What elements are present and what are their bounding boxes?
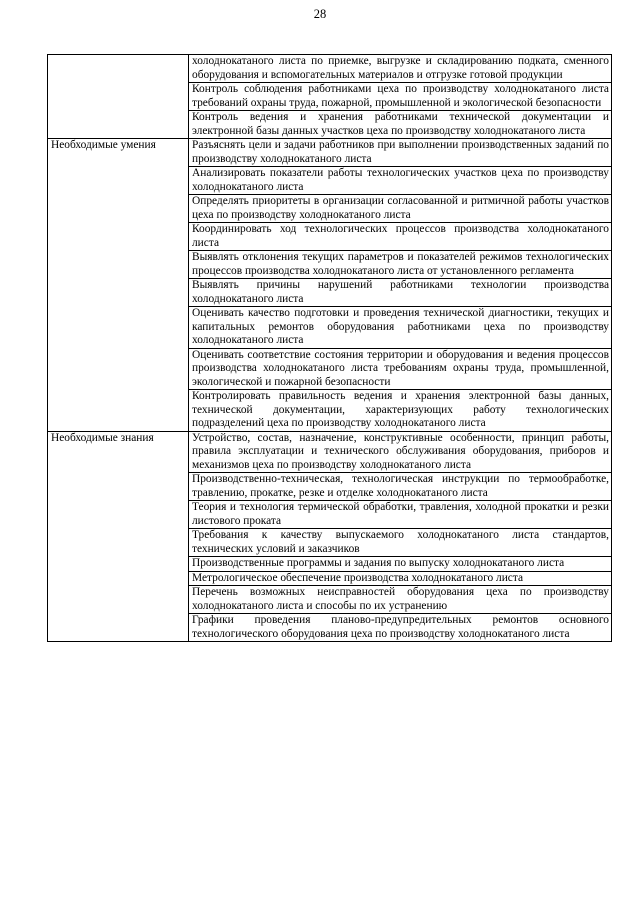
- table-cell: Определять приоритеты в организации согласованной и ритмичной работы участков цеха по производству холоднокатаного листа: [189, 195, 612, 223]
- section-label: [48, 55, 189, 139]
- requirements-table: [47, 54, 612, 642]
- table-cell: Производственные программы и задания по выпуску холоднокатаного листа: [189, 557, 612, 572]
- table-cell: Выявлять причины нарушений работниками технологии производства холоднокатаного листа: [189, 279, 612, 307]
- page-number: 28: [313, 7, 327, 21]
- table-row: [48, 55, 612, 83]
- table-cell: Производственно-техническая, технологическая инструкции по термообработке, травлению, прокатке, резке и отделке холоднокатаного листа: [189, 473, 612, 501]
- table-cell: Контроль ведения и хранения работниками технической документации и электронной базы данных участков цеха по производству холоднокатаного листа: [189, 111, 612, 139]
- table-cell: Требования к качеству выпускаемого холоднокатаного листа стандартов, технических условий и заказчиков: [189, 529, 612, 557]
- table-cell: Анализировать показатели работы технологических участков цеха по производству холоднокатаного листа: [189, 167, 612, 195]
- section-label-knowledge: Необходимые знания: [48, 431, 189, 642]
- table-cell: Координировать ход технологических процессов производства холоднокатаного листа: [189, 223, 612, 251]
- table-cell: холоднокатаного листа по приемке, выгрузке и складированию подката, сменного оборудования и вспомогательных материалов и отгрузке готовой продукции: [189, 55, 612, 83]
- table-cell: Метрологическое обеспечение производства холоднокатаного листа: [189, 571, 612, 586]
- table-cell: Графики проведения планово-предупредительных ремонтов основного технологического оборудования цеха по производству холоднокатаного листа: [189, 614, 612, 642]
- table-cell: Оценивать соответствие состояния территории и оборудования и ведения процессов производства холоднокатаного листа требованиям охраны труда, промышленной, экологической и пожарной безопасности: [189, 348, 612, 390]
- table-cell: Контроль соблюдения работниками цеха по производству холоднокатаного листа требований охраны труда, пожарной, промышленной и экологической безопасности: [189, 83, 612, 111]
- table-cell: Устройство, состав, назначение, конструктивные особенности, принцип работы, правила эксплуатации и технического обслуживания оборудования, приборов и механизмов цеха по производству холоднокатаного листа: [189, 431, 612, 473]
- table-cell: Разъяснять цели и задачи работников при выполнении производственных заданий по производству холоднокатаного листа: [189, 139, 612, 167]
- table-cell: Выявлять отклонения текущих параметров и показателей режимов технологических процессов производства холоднокатаного листа от установленного регламента: [189, 251, 612, 279]
- table-cell: Теория и технология термической обработки, травления, холодной прокатки и резки листового проката: [189, 501, 612, 529]
- table-row: [48, 139, 612, 167]
- table-row: [48, 431, 612, 473]
- section-label-skills: Необходимые умения: [48, 139, 189, 432]
- table-cell: Контролировать правильность ведения и хранения электронной базы данных, технической документации, характеризующих работу технологических подразделений цеха по производству холоднокатаного листа: [189, 390, 612, 432]
- table-cell: Перечень возможных неисправностей оборудования цеха по производству холоднокатаного листа и способы по их устранению: [189, 586, 612, 614]
- table-cell: Оценивать качество подготовки и проведения технической диагностики, текущих и капитальных ремонтов оборудования работниками цеха по производству холоднокатаного листа: [189, 307, 612, 349]
